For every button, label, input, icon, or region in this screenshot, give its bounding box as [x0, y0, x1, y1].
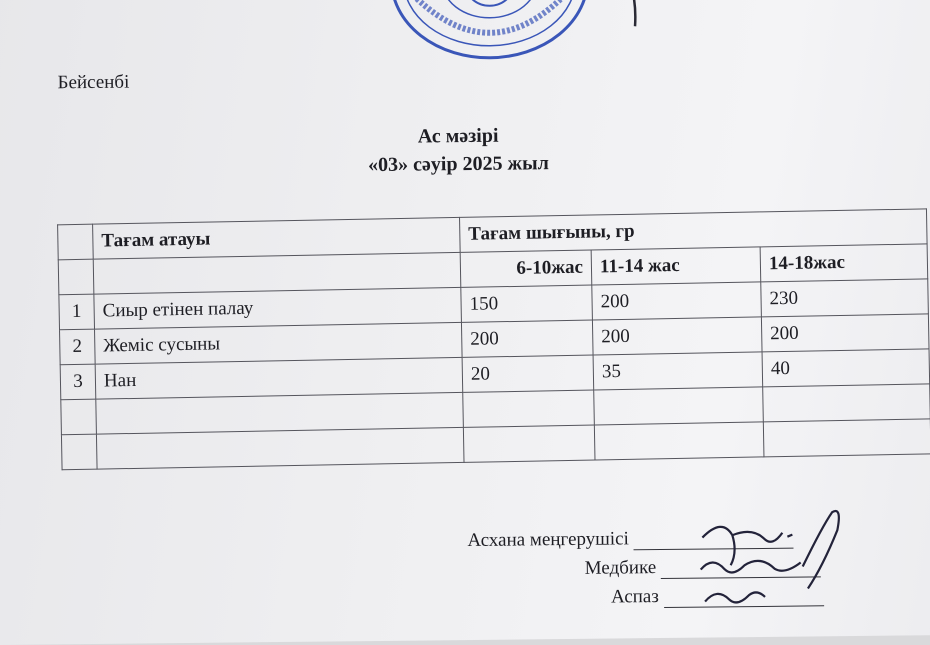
nurse-label: Медбике — [584, 557, 657, 579]
kitchen-head-label: Асхана меңгерушісі — [467, 528, 629, 552]
empty-cell — [763, 384, 930, 422]
dish-name: Нан — [95, 357, 463, 399]
title-line-2: «03» сәуір 2025 жыл — [367, 152, 549, 177]
handwritten-signatures — [682, 506, 873, 618]
official-seal — [386, 0, 593, 61]
dish-name: Жеміс сусыны — [95, 322, 463, 364]
col-amount-header: Тағам шығыны, гр — [460, 209, 928, 253]
age-group-3: 14-18жас — [760, 244, 928, 282]
amount-14-18: 40 — [762, 349, 930, 387]
menu-table — [57, 208, 930, 470]
amount-11-14: 200 — [592, 317, 762, 355]
empty-cell — [463, 390, 595, 427]
header-empty-cell — [58, 224, 94, 260]
empty-cell — [61, 399, 97, 435]
amount-14-18: 200 — [761, 314, 929, 352]
empty-cell — [96, 427, 464, 469]
age-empty-cell — [58, 259, 94, 295]
age-group-1: 6-10жас — [460, 250, 592, 287]
amount-6-10: 20 — [462, 355, 594, 392]
amount-11-14: 200 — [592, 282, 762, 320]
empty-cell — [61, 434, 97, 470]
empty-cell — [763, 419, 930, 457]
seal-signature — [577, 0, 668, 29]
title-line-1: Ас мәзірі — [417, 124, 499, 148]
empty-cell — [594, 387, 764, 425]
menu-title — [288, 120, 629, 180]
age-group-2: 11-14 жас — [591, 247, 761, 285]
empty-cell — [463, 425, 595, 462]
dish-name: Сиыр етінен палау — [94, 287, 462, 329]
row-number: 1 — [59, 294, 95, 330]
cook-label: Аспаз — [610, 586, 659, 608]
col-name-header: Тағам атауы — [93, 217, 461, 259]
amount-6-10: 200 — [461, 320, 593, 357]
amount-11-14: 35 — [593, 352, 763, 390]
empty-cell — [594, 422, 764, 460]
amount-6-10: 150 — [461, 285, 593, 322]
weekday-label: Бейсенбі — [57, 71, 130, 94]
amount-14-18: 230 — [761, 279, 929, 317]
row-number: 3 — [60, 364, 96, 400]
row-number: 2 — [60, 329, 96, 365]
